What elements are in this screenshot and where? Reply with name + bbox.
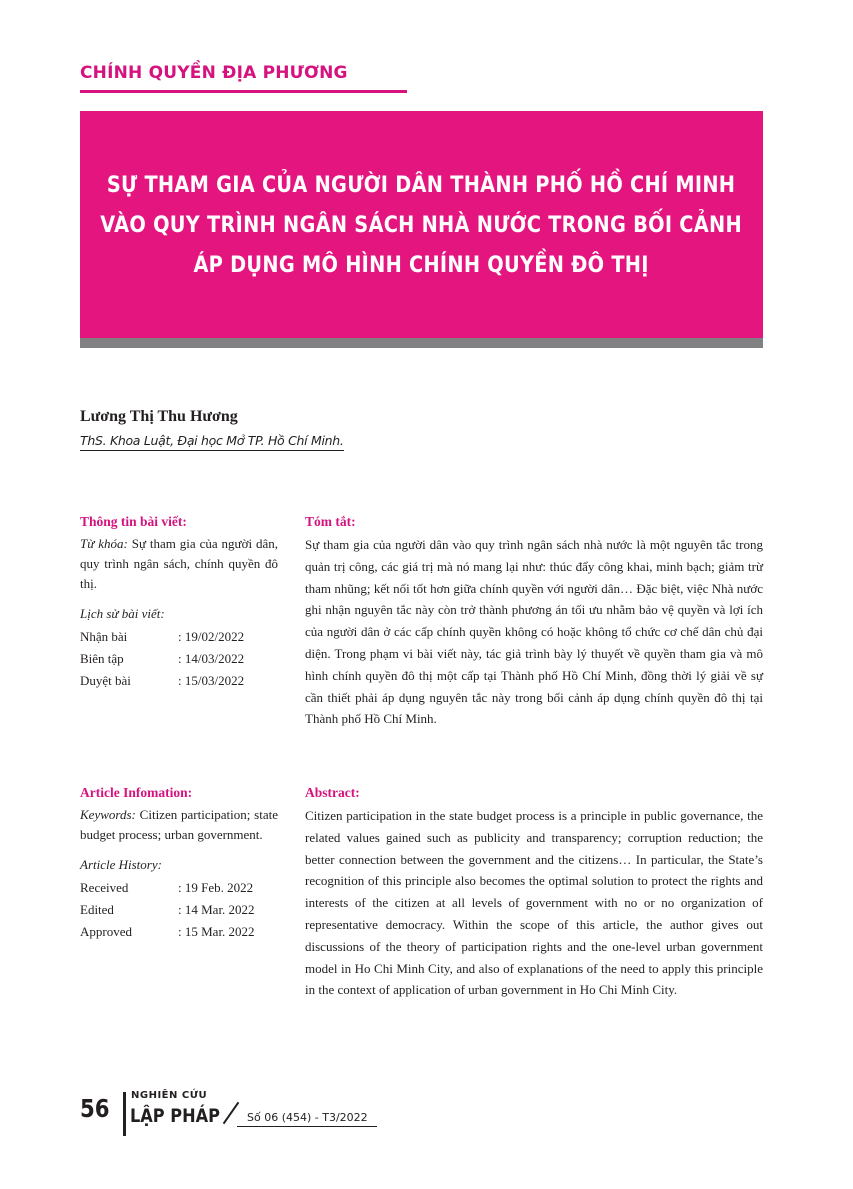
en-history-heading: Article History: [80,857,162,872]
en-history-row [80,877,278,899]
vi-history-value: : 14/03/2022 [178,651,245,666]
en-history-value: : 14 Mar. 2022 [178,902,255,917]
issue-label: Số 06 (454) - T3/2022 [247,1111,368,1124]
vi-keywords-label: Từ khóa: [80,536,128,551]
en-info-heading: Article Infomation: [80,785,193,800]
title-shadow-bar [80,338,763,348]
en-abstract-body: Citizen participation in the state budget process is a principle in public governance, the related values gained such as publicity and transparency; corruption reduction; the better connection between the government and the citizens… In particular, the State’s recognition of this principle also becomes the optimal solution to protect the rights and interests of the citizen at all levels of government with no or no organization of representative democracy. Within the scope of this article, the author gives out discussions of the theory of participation rights and the one-level urban government model in Ho Chi Minh City, and also of explanations of the need to apply this principle in the context of application of urban government in Ho Chi Minh City. [305,808,763,998]
author-name: Lương Thị Thu Hương [80,408,238,425]
vi-info-heading: Thông tin bài viết: [80,514,187,529]
en-keywords [80,805,278,845]
vi-history-row [80,648,278,670]
title-banner [80,111,763,338]
vi-history-key: Biên tập [80,651,124,666]
en-history-value: : 15 Mar. 2022 [178,924,255,939]
footer-divider [123,1092,126,1136]
author-affiliation: ThS. Khoa Luật, Đại học Mở TP. Hồ Chí Minh. [80,433,344,451]
en-history-row [80,921,278,943]
en-history-value: : 19 Feb. 2022 [178,880,254,895]
magazine-name-bottom: LẬP PHÁP [130,1105,220,1127]
article-title [101,165,743,285]
vi-keywords [80,534,278,594]
en-abstract-heading: Abstract: [305,785,360,800]
vi-history-key: Nhận bài [80,629,128,644]
vi-history-value: : 15/03/2022 [178,673,245,688]
en-history-key: Received [80,880,129,895]
magazine-name-top: NGHIÊN CỨU [131,1090,208,1101]
vi-history-value: : 19/02/2022 [178,629,245,644]
vi-history-heading: Lịch sử bài viết: [80,606,165,621]
vi-abstract-heading: Tóm tắt: [305,514,356,529]
en-history-key: Edited [80,902,114,917]
vi-keywords-text: Sự tham gia của người dân, quy trình ngân sách, chính quyền đô thị. [80,536,278,591]
page-number: 56 [80,1094,110,1123]
section-underline [80,90,407,93]
vi-history-row [80,670,278,692]
vi-article-info [80,512,278,692]
title-line-1: SỰ THAM GIA CỦA NGƯỜI DÂN THÀNH PHỐ HỒ CHÍ MINH [107,171,736,198]
en-history-key: Approved [80,924,132,939]
title-line-2: VÀO QUY TRÌNH NGÂN SÁCH NHÀ NƯỚC TRONG BỐI CẢNH [100,211,743,238]
en-article-info [80,783,278,943]
en-keywords-label: Keywords: [80,807,136,822]
vi-abstract-body: Sự tham gia của người dân vào quy trình ngân sách nhà nước là một nguyên tắc trong quản trị công, các giá trị mà nó mang lại như: thúc đẩy công khai, minh bạch; giảm trừ tham nhũng; kết nối tốt hơn giữa chính quyền với người dân… Đặc biệt, việc Nhà nước ghi nhận nguyên tắc này còn trở thành phương án tối ưu nhằm bảo vệ quyền và lợi ích của người dân ở các cấp chính quyền không có hoặc không tổ chức cơ chế dân chủ đại diện. Trong phạm vi bài viết này, tác giả trình bày lý thuyết về quyền tham gia và mô hình chính quyền đô thị một cấp tại Thành phố Hồ Chí Minh, đồng thời lý giải về sự cần thiết phải áp dụng nguyên tắc này trong bối cảnh áp dụng chính quyền đô thị tại Thành phố Hồ Chí Minh. [305,537,763,727]
section-label: CHÍNH QUYỀN ĐỊA PHƯƠNG [80,63,348,83]
en-history-row [80,899,278,921]
vi-abstract [305,512,763,730]
footer-rule [237,1126,377,1127]
footer-slash [223,1102,240,1124]
en-keywords-text: Citizen participation; state budget process; urban government. [80,807,278,842]
vi-history-key: Duyệt bài [80,673,131,688]
title-line-3: ÁP DỤNG MÔ HÌNH CHÍNH QUYỀN ĐÔ THỊ [193,251,650,278]
en-abstract [305,783,763,1001]
vi-history-row [80,626,278,648]
